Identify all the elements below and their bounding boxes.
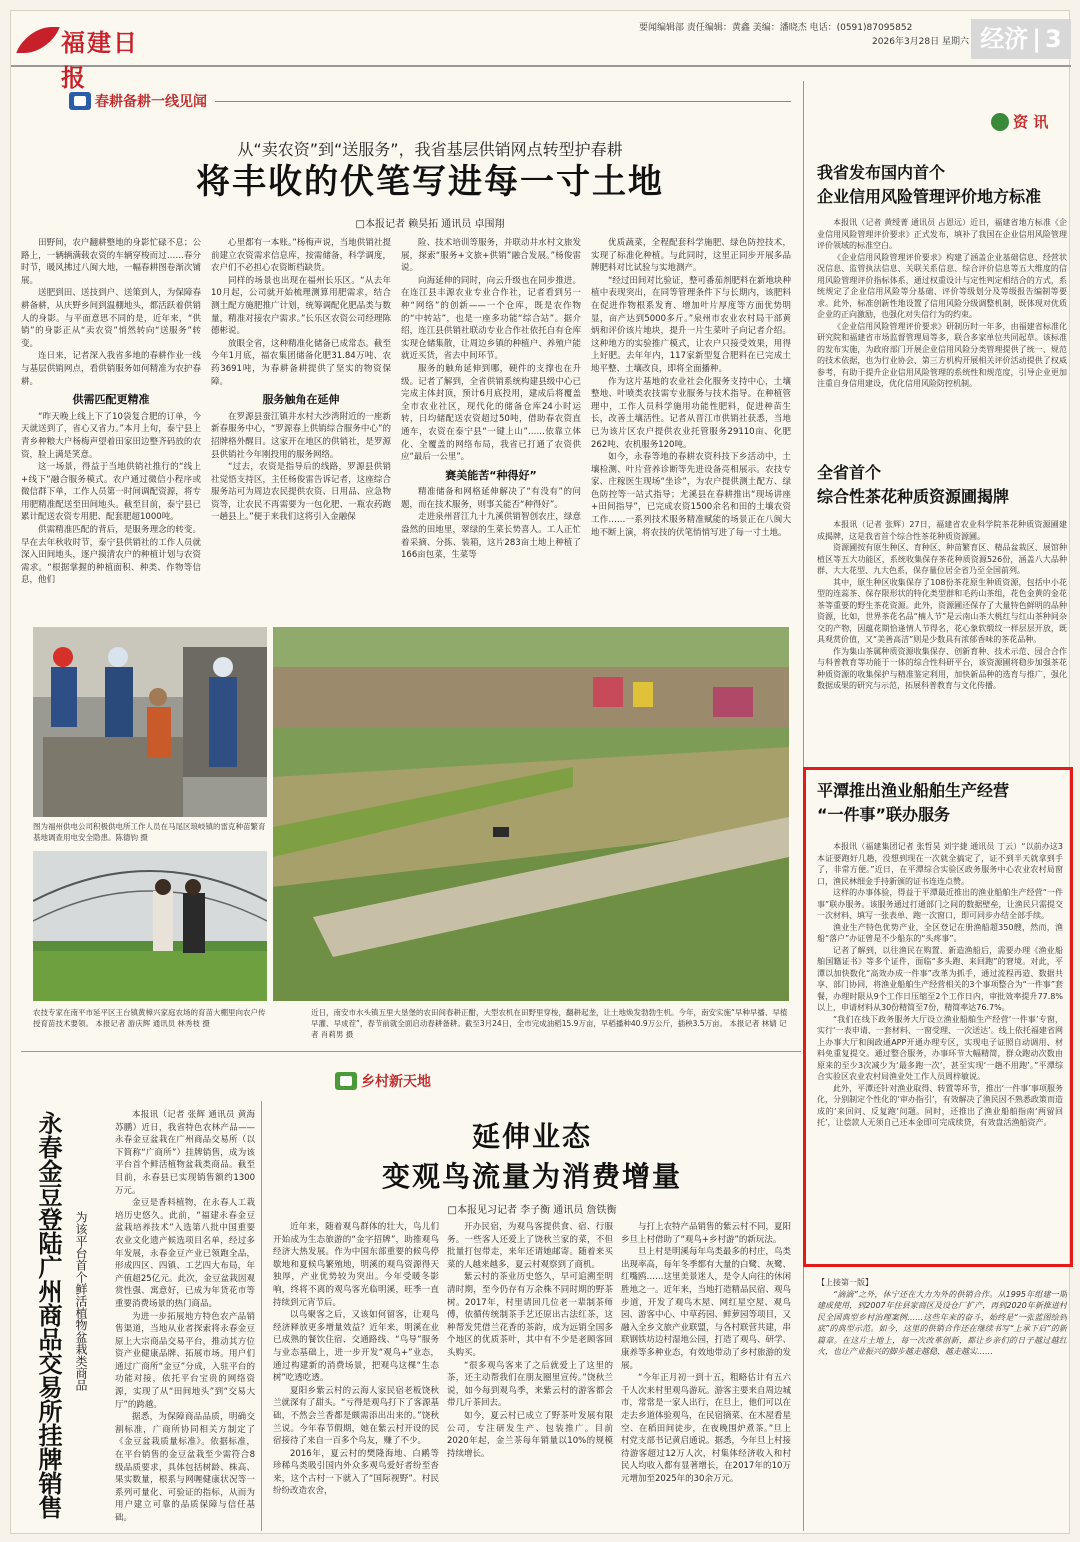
news2-body — [817, 519, 1067, 773]
paragraph: 优质蔬菜，全程配套科学施肥、绿色防控技术，实现了标准化种植。与此同时，这里正同步开展多品牌肥料对比试验与实地测产。 — [591, 238, 791, 274]
main-headline: 将丰收的伏笔写进每一寸土地 — [196, 162, 664, 202]
paragraph: 本报讯（福建集团记者 张哲昊 刘宇捷 通讯员 丁云）“以前办这3本证要跑好几趟，没想到现在一次就全搞定了，证不到半天就拿到手了，非常方便。”近日，在平潭综合实验区政务服务中心农业农村局窗口，渔民林细金手持新颁的证书连连点赞。 — [817, 842, 1063, 886]
lower-subhead: 延伸业态 — [471, 1120, 592, 1153]
paragraph: 如今，永春等地的春耕农资科技下乡活动中，土壤检测、叶片营养诊断等先进设备亮相展示。农技专家、庄稼医生现场“坐诊”，为农户提供测土配方、绿色防控等一站式指导；尤溪县在春耕推出“现场讲座+田间指导”，已完成农资1500余名和田的土壤农资工作……一系列技术服务精准赋能的场景正在八闽大地不断上演，将农技的伏笔悄悄写进了每一寸土地。 — [591, 452, 791, 538]
photo-field-aerial-image — [273, 627, 789, 1001]
vertical-subhead: 为该平台首个鲜活植物盆栽类商品 — [74, 1211, 88, 1391]
column-title: 乡村新天地 — [361, 1074, 431, 1090]
photo-power-workers — [33, 627, 267, 817]
column-rule — [261, 1101, 262, 1531]
paragraph: 夏阳乡紫云村的云海人家民宿老板饶秋兰就深有了甜头。“亏得是观鸟打下了客源基础，不然会兰香都是颇需添出出来的。”饶秋兰说。今年春节假期，她在紫云村开设的民宿接待了来自一百多个鸟友，赚了不少。 — [273, 1385, 439, 1447]
photo1-caption: 图为福州供电公司积极供电所工作人员在马尾区琅岐镇的雷克种苗繁育基地调查用电安全隐患。陈德钧 摄 — [33, 822, 266, 842]
continued-label: 【上接第一版】 — [817, 1278, 873, 1287]
news3-title-line1: 平潭推出渔业船舶生产经营 — [817, 781, 1010, 800]
vertical-headline: 永春金豆登陆广州商品交易所挂牌销售 — [34, 1111, 62, 1519]
paragraph: 在罗源县蚕江镇井水村大沙湾附近的一座新新春服务中心，“罗源春上供销综合服务中心”的招牌格外醒目。这家开在地区的供销社，是罗源县供销社今年刚投用的服务网络。 — [211, 411, 391, 460]
paragraph: “我们在线下政务服务大厅设立渔业船舶生产经营‘一件事’专窗，实行‘一表申请、一套材料、一窗受理、一次送达’。线上依托福建省网上办事大厅和闽政通APP开通办理专区，实现电子证照自动调用、材料免重复提交。通过整合服务，办事环节大幅精简，群众跑动次数由原来的至少3次减少为‘最多跑一次’，甚至实现‘一趟不用跑’。”平潭综合实验区农业农村局渔业处工作人员周梓敏说。 — [817, 1014, 1063, 1081]
lower-byline: □本报见习记者 李子衡 通讯员 詹铁衡 — [447, 1205, 617, 1216]
paragraph: “今年正月初一到十五，粗略估计有五六千人次来村里观鸟游玩。游客主要来自周边城市，常常是一家人出行，在旦上，他们可以在走去乡道体验观鸟，在民宿摘菜、在木屋看星空、在稻田间徒步，在夜晚围炉煮茶。”旦上村党支部书记黄启通说。据悉，今年旦上村接待游客超过12万人次，村集体经济收入和村民人均收入都有显著增长，在2017年的10万元增加至2025年的30余万元。 — [621, 1373, 791, 1484]
lower-headline: 变观鸟流量为消费增量 — [381, 1160, 682, 1193]
paragraph: 本报讯（记者 张辉 通讯员 黄海 苏鹏）近日，我省特色农林产品——永春金豆盆栽在广州商品交易所（以下简称“广商所”）挂牌销售，成为该平台首个鲜活植物盆栽类商品。截至目前，永春县已实现销售额约1300万元。 — [115, 1110, 255, 1196]
paragraph: 旦上村是明溪每年鸟类最多的村庄，鸟类出现率高，每年冬季都有大量的白鹭、灰鹭、红嘴鸥……这里美景迷人，是令人向往的休闲胜地之一。近年来，当地打造精品民宿、观鸟步道，开发了观鸟木屋、网红星空屋、观鸟园、游客中心、中草药园、鲜萝园等项目，又融入全乡文旅产业联盟，与各村联营共建，串联钢铁坊边村湿地公园，打造了观鸟、研学、康养等多种业态，有效地带动了乡村旅游的发展。 — [621, 1247, 791, 1371]
paragraph: 据悉，为保障商品品质，明确交割标准，广商所协同相关方制定了《金豆盆栽质量标准》。依据标准，在平台销售的金豆盆栽至少需符合8级品质要求，具体包括树龄、株高、果实数量，根系与网喱健康状况等一系列可量化、可验证的指标，从而为用户建立可靠的品质保障与信任基础。 — [115, 1412, 255, 1523]
logo-swoosh-icon — [16, 27, 59, 53]
page-number: 3 — [1045, 25, 1062, 53]
paragraph: 作为这片基地的农业社会化服务支持中心，土壤整地、叶喷类农技需专业服务与技术指导。在种植管理中，工作人员科学施用功能性肥料，促进种苗生长，改善土壤活性。记者从晋江市供销社获悉，当地已为该片区农户提供农业托管服务29110亩、化肥262吨、农机服务120吨。 — [591, 376, 791, 450]
section-divider — [21, 1051, 801, 1052]
paragraph: 本报讯（记者 黄绶菁 通讯员 占恩远）近日，福建省地方标准《企业信用风险管理评价要求》正式发布，填补了我国在企业信用风险管理评价领域的标准空白。 — [817, 218, 1067, 250]
news1-title — [817, 161, 1067, 209]
crosshead: 供需匹配更精准 — [72, 393, 150, 407]
photo-greenhouse — [33, 851, 267, 1001]
newspaper-logo — [21, 19, 161, 92]
photo-greenhouse-image — [33, 851, 267, 1001]
paragraph: 如今，夏云村已成立了野茶叶发展有限公司，专注研发生产、包装推广。目前2020年起，金兰茶每年销量以10%的规模持续增长。 — [447, 1410, 613, 1459]
news-icon — [69, 92, 91, 110]
main-byline: □本报记者 赖昊拓 通讯员 卓围翔 — [355, 219, 505, 230]
section-label: 经济 | 3 — [971, 19, 1071, 59]
continued-from-front — [817, 1277, 1067, 1531]
birding-column-1 — [273, 1221, 439, 1531]
paragraph: 供需精准匹配的背后，是服务理念的转变。早在去年秋收时节，泰宁县供销社的工作人员就深入田间地头，逐户摸清农户的种植计划与农资需求。“根据掌握的种植面积、种类、作物等信息，他们 — [21, 525, 201, 586]
paragraph: 《企业信用风险管理评价要求》研制历时一年多，由福建省标准化研究院和福建省市场监督管理局等多，联合多家单位共同起草。该标准的发布实施，为政府部门开展企业信用风险分类管理提供了统一、规范的技术依据，也为行业协会、第三方机构开展相关评价活动提供了权威参考，有助于提升企业信用风险管理的系统性和规范度，引导企业更加注重自身信用建设，优化信用风险防控机制。 — [817, 321, 1067, 388]
paragraph: 此外，平潭还针对渔业取得、转置等环节，推出‘一件事’事项服务化，分别制定个性化的‘审办指引’，有效解决了渔民因不熟悉政策而造成的‘来回问、反复跑’问题。同时，还推出了渔业船舶指南‘两留回托’，让偿款人无须自己还本金即可完成续贷，有效盘活渔船资产。 — [817, 1083, 1063, 1127]
paragraph: “经过田间对比验证，整可番茄剂肥料在新地块种植中表现突出，在同等管理条件下与长期内，该肥料在促进作物根系发育、增加叶片厚度等方面优势明显，亩产达到5000多斤。”泉州市农业农村局干部黄炳和评价该片地块，提升一片生菜叶子向记者介绍。这种地方的实验推广模式，让农户只接受效果，用得上好肥。去年年内，117家新型复合肥料在已完成土地平整、土壤改良，即将全面播种。 — [591, 275, 791, 374]
masthead — [11, 11, 1071, 92]
paragraph: 连日来，记者深入我省多地的春耕作业一线与基层供销网点，看供销服务如何精准为农护春耕。 — [21, 351, 201, 387]
birding-column-2 — [447, 1221, 613, 1531]
paragraph: 为进一步拓展地方特色农产品销售渠道，当地从业者探索将永春金豆原上大宗商品交易平台，推动其方位资产业健康品牌、拓展市场。用户们通过广商所“金豆”分成，入驻平台的功能对接，依托平台宝贵的网络资源，实现了从“田间地头”到“交易大厅”的跨越。 — [115, 1311, 255, 1410]
column-banner-rural — [335, 1071, 535, 1091]
paragraph: 2016年，夏云村的樊隆海地、白鹇等珍稀鸟类吸引国内外众多观鸟爱好者纷至沓来，这个古村一下就入了“国际视野”。村民纷纷改造农舍， — [273, 1448, 439, 1497]
paragraph: “滴滴”之外，休宁还在大力为外的供销合作。从1995年组建一期建成使用，到2007年住县家商区及设仓厂扩产，再到2020年新推进村民全国典型乡村治理案例……这些年来的奋斗，始终是“一张蓝图绘到底”的典型示范。如今，这里的供销合作还在继续书写“上承下启”的新篇章。在这片土地上，每一次改革创新，都让乡亲们的日子越过越红火，也让产业振兴的脚步越走越稳、越走越实…… — [817, 1289, 1067, 1356]
news3-title — [817, 779, 1067, 827]
main-subhead: 从“卖农资”到“送服务”，我省基层供销网点转型护春耕 — [237, 140, 623, 159]
paragraph: “很多观鸟客来了之后就爱上了这里的茶，还主动帮我们在朋友圈里宣传。”饶秋兰说，如今每到观鸟季，来紫云村的游客都会带几斤茶回去。 — [447, 1360, 613, 1409]
paragraph: 送肥到田、送技到户、送策到人，为保障春耕备耕，从庆野乡间到温棚地头，都活跃着供销人的身影。与平面意思不同的是，近年来，“供销”的身影正从“卖农资”悄然转向“送服务”转变。 — [21, 288, 201, 349]
main-column-1 — [21, 237, 201, 625]
paragraph: 其中，原生种区收集保存了108份茶花原生种质资源，包括中小花型的连蕊茶、保存限形状的特化类型群和毛药山茶组，花色金黄的金花茶等重要的野生茶花资源。此外，资源圃还保存了大量特色鲜明的品种资源，比如，世界茶花名品“楠人节”是云南山茶大桃红与红山茶种间杂交的产物，因蕴花期恰逢情人节得名，花心象软缎纹一样层层开放，既具观赏价值，又“美善高洁”则是少数具有浓郁香味的茶花品种。 — [817, 577, 1067, 644]
paragraph: 作为集山茶属种质资源收集保存、创新育种、技术示范、园合合作与科普教育等功能于一体的综合性科研平台，该资源圃将稳步加强茶花种质资源的收集保护与精准鉴定利用，加快新品种的选育与推广，强化数据成果的研究与示范，拓展科普教育与文化传播。 — [817, 646, 1067, 690]
paragraph: 这样的办事体验，得益于平潭最近推出的渔业船舶生产经营“一件事”联办服务。该服务通过打通部门之间的数据壁垒，让渔民只需提交一次材料、填写一张表单、跑一次窗口，即可同步办结全部手续。 — [817, 888, 1063, 920]
logo-text: 福建日报 — [61, 28, 139, 92]
paragraph: “昨天晚上线上下了10袋复合肥的订单，今天就送到了，省心又省力。”本月上旬，泰宁县上青乡种粮大户杨梅声望着田家田边整齐码放的农资，脸上满是笑意。 — [21, 411, 201, 460]
news1-title-line1: 我省发布国内首个 — [817, 163, 946, 182]
main-column-4 — [591, 237, 791, 625]
paragraph: 本报讯（记者 张辉）27日，福建省农业科学院茶花种质资源圃建成揭牌，这是我省首个综合性茶花种质资源圃。 — [817, 520, 1067, 541]
photo-power-workers-image — [33, 627, 267, 817]
paragraph: 精准储备和网格延伸解决了“有没有”的问题，而在技术服务，则事关能否“种得好”。 — [401, 487, 581, 510]
photo2-caption: 农技专家在南平市延平区王台镇黄樟兴家庭农场的育苗大棚里向农户传授育苗技术要领。 本报记者 游庆辉 通讯员 林秀枝 摄 — [33, 1008, 266, 1028]
news3-body — [817, 841, 1063, 1259]
paragraph: 与打上农特产品销售的紫云村不同，夏阳乡旦上村借助了“观鸟+乡村游”的新玩法。 — [621, 1222, 791, 1245]
news3-title-line2: “一件事”联办服务 — [817, 805, 951, 824]
crosshead: 服务触角在延伸 — [262, 393, 340, 407]
main-column-3 — [401, 237, 581, 625]
paragraph: 险、技术培训等服务，并联动井水村文旅发展，探索“服务+文旅+供销”融合发展。”杨俊雷说。 — [401, 238, 581, 274]
column-banner-spring — [69, 91, 791, 111]
paragraph: 渔业生产特色优势产业，全区登记在册渔船超350艘，然而，渔船“落户”办证曾是不少船东的“头疼事”。 — [817, 922, 1063, 943]
banner-rule — [215, 101, 791, 102]
news1-title-line2: 企业信用风险管理评价地方标准 — [817, 187, 1042, 206]
paragraph: 这一场景，得益于当地供销社推行的“线上+线下”融合服务模式。农户通过微信小程序或微信群下单，工作人员第一时间调配资源，将专用肥精准配送至田间地头。截至目前，泰宁县已累计配送农资专用肥、配套肥超1000吨。 — [21, 462, 201, 523]
paragraph: 紫云村的茶业历史悠久，早可追溯至明清时期，至今仍存有万余株不同时期的野茶树。2017年，村里请回几位老一辈制茶师傅，依循传统制茶手艺还原出古法红茶，这种帮发凭借兰花香的茶韵，成为远销全国多个地区的优质茶叶，其中有不少是老顾客回头购买。 — [447, 1272, 613, 1358]
paragraph: 田野间，农户翻耕整地的身影忙碌不息；公路上，一辆辆满载农资的车辆穿梭而过……春分时节，暖风拂过八闽大地，一幅春耕图卷渐次铺展。 — [21, 238, 201, 286]
editor-line: 要闻编辑部 责任编辑：黄鑫 美编：潘晓杰 电话：(0591)87095852 — [639, 23, 913, 33]
info-label-text: 资 讯 — [1013, 113, 1049, 131]
paragraph: 走进泉州晋江九十九溪供销智创农庄，绿意盎然的田地里，翠绿的生菜长势喜人。工人正忙着采摘、分拣、装箱，这片283亩土地上种植了166亩包菜，生菜等 — [401, 512, 581, 561]
main-column-2 — [211, 237, 391, 625]
paragraph: 同样的场景也出现在福州长乐区。“从去年10月起，公司就开始梳理测算用肥需求，结合测土配方施肥推广计划，统筹调配化肥品类与数量，精准对接农户需求。”长乐区农资公司经理陈德彬说。 — [211, 275, 391, 337]
paragraph: 近年来，随着观鸟群体的壮大，鸟儿们开始成为生态旅游的“金字招牌”，助推观鸟经济大热发展。作为中国东部重要的候鸟停歇地和夏候鸟繁殖地，明溪的观鸟资源得天独厚，产业优势较为突出。今年受暖冬影响，终将不离的观鸟客光临明溪，旺季一直持续到元宵节后。 — [273, 1222, 439, 1308]
newspaper-page — [10, 10, 1070, 1534]
info-icon — [991, 113, 1009, 131]
news1-body — [817, 217, 1067, 435]
photo3-caption: 近日，南安市水头镇五里大垦堡的农田间春耕正酣，大型农机在田野里穿梭，翻耕起垄，让土地焕发勃勃生机。今年，南安实施“早种早播、早植早灌、早成茬”，春节前就全面启动春耕备耕。截至3月24日，全市完成油稻15.9万亩，早稻播种40.9万公斤，插秧3.5万亩。 本报记者 林婧 记者 肖莉男 摄 — [311, 1008, 788, 1039]
paragraph: “过去，农资是指导后的线路，罗源县供销社觉悟支持区，主任杨俊雷告诉记者，这座综合服务站可为周边农民提供农资、日用品、应急物资等，让农民不再需要为一包化肥、一瓶农药跑一趟县上。”便于来我们这将引入金融保 — [211, 462, 391, 523]
paragraph: 记者了解到，以往渔民在购置、新造渔船后，需要办理《渔业船舶国籍证书》等多个证件，面临“多头跑、来回跑”的窘境。对此，平潭以加快数化“高效办成一件事”改革为抓手，通过流程再造、数据共享、部门协同，将渔业船舶生产经营相关的3个事项整合为“一件事”套餐，办理时限从9个工作日压缩至2个工作日内，审批效率提升77.8%以上，申请材料从30份精简至7份，精简率达76.7%。 — [817, 945, 1063, 1012]
jindou-article-text — [115, 1109, 255, 1529]
birding-column-3 — [621, 1221, 791, 1531]
village-icon — [335, 1072, 357, 1090]
news2-title-line2: 综合性茶花种质资源圃揭牌 — [817, 487, 1010, 506]
column-title: 春耕备耕一线见闻 — [95, 94, 207, 110]
paragraph: 放眼全省，这种精准化储备已成常态。截至今年1月底，福农集团储备化肥31.84万吨、农药3691吨，为春耕备耕提供了坚实的物资保障。 — [211, 338, 391, 387]
paragraph: 心里都有一本账。”杨梅声说，当地供销社提前建立农资需求信息库，按需储备，科学调度，农户们不必担心农资断档缺货。 — [211, 238, 391, 274]
crosshead: 赛美能苦“种得好” — [445, 468, 537, 482]
info-label — [991, 111, 1048, 132]
news2-title — [817, 461, 1067, 509]
paragraph: 服务的触角延伸到哪，硬件的支撑也在升级。记者了解到，全省供销系统构建县级中心已完成主体封顶，预计6月底投用，建成后将覆盖全市农业社区，现代化的储备仓库24小时运转，日均储配送农资超过50吨，借助春农资直通车，农资在泰宁县“一键上山”……依靠立体化、全覆盖的网络布局，我省已打通了农资供应“最后一公里”。 — [401, 363, 581, 463]
paragraph: 金豆是香料植物，在永春人工栽培历史悠久。此前，“福建永春金豆盆栽培养技术”入选第八批中国重要农业文化遗产候选项目名单，经过多年发展，永春金豆产业已领跑全品，形成四区、四镇、工艺四大布局，年产值超25亿元。此次，金豆盆栽因观赏性强、寓意好，已成为年货花市等重要消费场景的热门商品。 — [115, 1198, 255, 1309]
news2-title-line1: 全省首个 — [817, 463, 882, 482]
masthead-meta — [639, 21, 969, 49]
paragraph: 《企业信用风险管理评价要求》构建了涵盖企业基础信息、经营状况信息、监管执法信息、关联关系信息、综合评价信息等五大维度的信用风险管理评价指标体系，通过权重设计与定性判定相结合的方式，系统规定了企业信用风险等分基础、评价等级划分及等级报告编制等要求。此外，标准创新性地设置了信用风险分级调整机制，既体现对优质企业的正向激励，也强化对失信行为的约束。 — [817, 252, 1067, 319]
photo-field-aerial — [273, 627, 789, 1001]
paragraph: 开办民宿，为观鸟客提供食、宿、行服务。一些客人还爱上了饶秋兰家的菜，不但批量打包带走，来年还请她邮寄。随着来买菜的人越来越多，夏云村观察到了商机。 — [447, 1222, 613, 1270]
section-name: 经济 — [980, 25, 1029, 53]
paragraph: 向海延伸的同时，向云升级也在同步推进。在连江县丰源农业专业合作社，记者看到另一种“网络”的创新——一个仓库，既是农作物的“中转站”，也是一座多功能“综合站”。据介绍，连江县供销社联动专业合作社依托自有仓库实现仓储集散，让周边乡镇的种植户、养殖户能就近买货，省去中间环节。 — [401, 275, 581, 362]
date-line: 2026年3月28日 星期六 — [872, 37, 969, 47]
paragraph: 资源圃按有原生种区、育种区、种苗繁育区、精品盆栽区、展馆种植区等五大功能区，系统收集保存茶花种质资源526份，涵盖八大品种群、大大花型、九大色系，保存量位居全省乃至全国前列。 — [817, 543, 1067, 575]
paragraph: 以鸟聚客之后，又该如何留客，让观鸟经济释放更多增量效益？近年来，明溪在业已成熟的餐饮住宿、交通路线、“鸟导”服务与业态基础上，进一步开发“观鸟+”业态，通过构建新的消费场景，把观鸟这棵“生态树”吃透吃透。 — [273, 1310, 439, 1384]
